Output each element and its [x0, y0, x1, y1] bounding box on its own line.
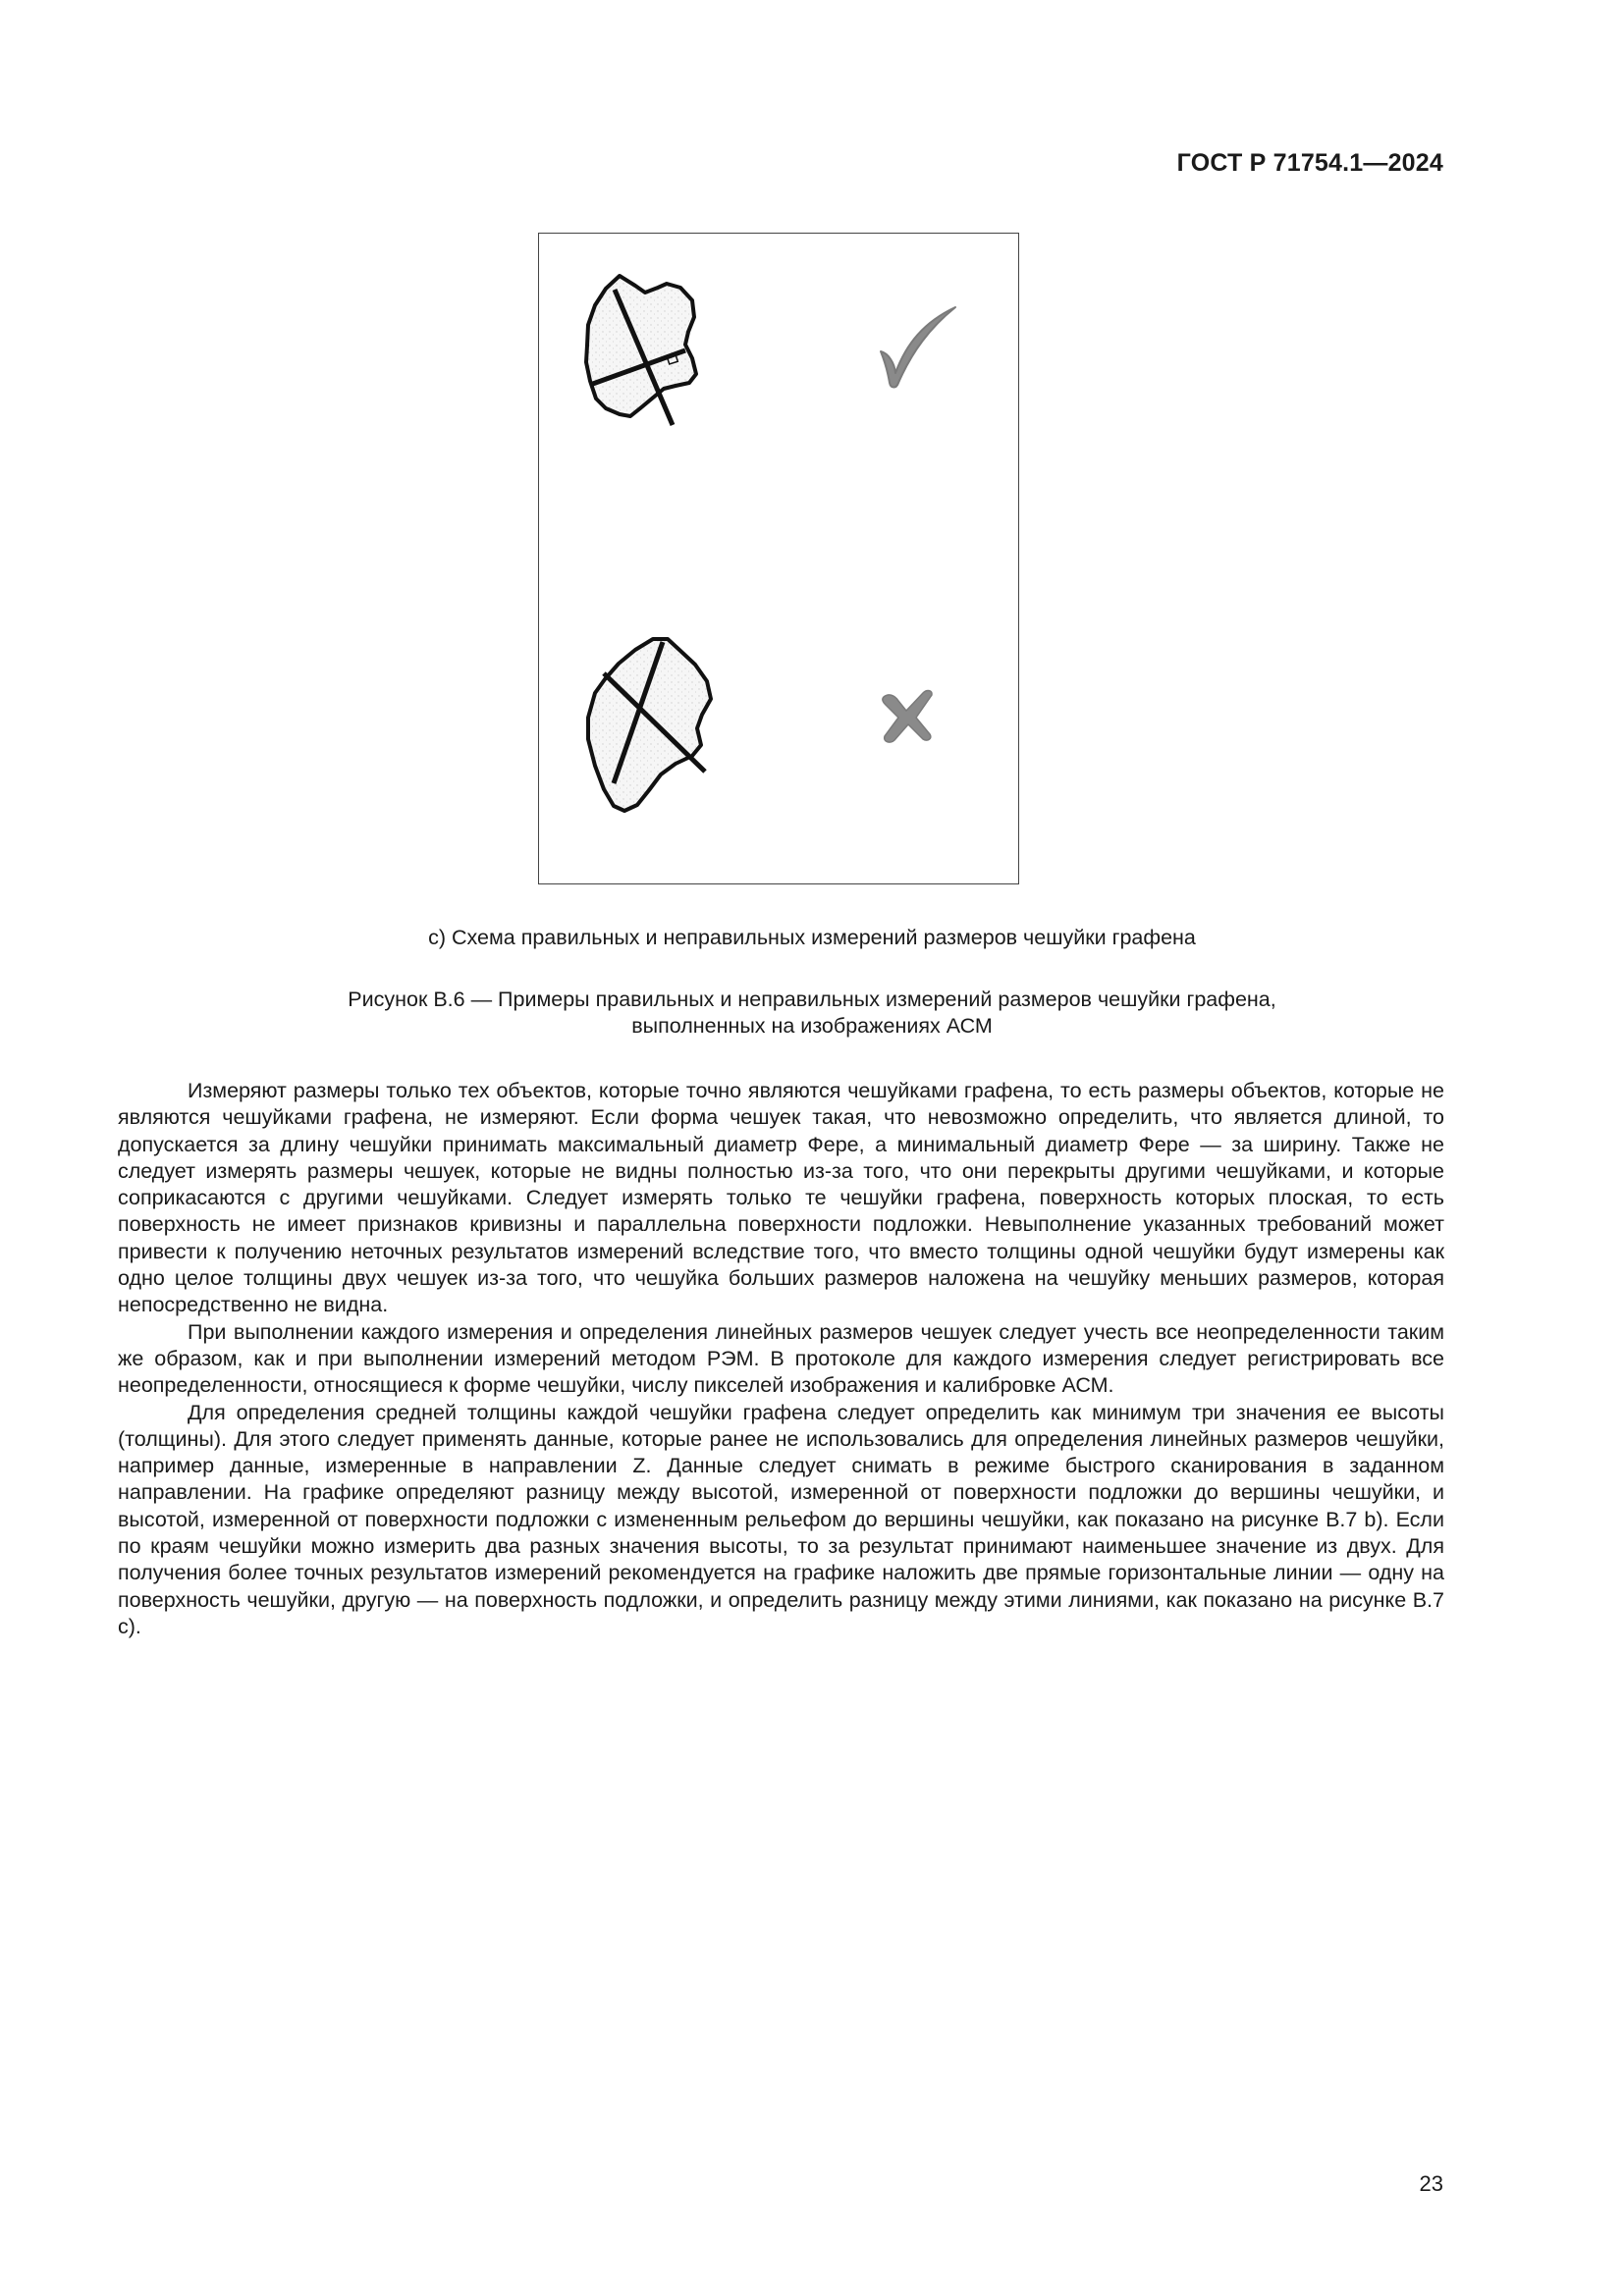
- document-code: ГОСТ Р 71754.1—2024: [1176, 149, 1443, 177]
- body-text: [118, 1078, 1444, 1640]
- figure-caption-line-1: Рисунок В.6 — Примеры правильных и неправильных измерений размеров чешуйки графена,: [348, 988, 1276, 1011]
- check-icon: [881, 307, 955, 388]
- figure-frame: [538, 233, 1019, 884]
- paragraph: При выполнении каждого измерения и определения линейных размеров чешуек следует учесть все неопределенности таким же образом, как и при выполнении измерений методом РЭМ. В протоколе для каждого измерения следует регистрировать все неопределенности, относящиеся к форме чешуйки, числу пикселей изображения и калибровке АСМ.: [118, 1319, 1444, 1398]
- figure-caption: [0, 987, 1624, 1040]
- correct-flake: [586, 276, 696, 425]
- incorrect-flake: [588, 639, 711, 811]
- cross-icon: [883, 691, 932, 743]
- figure-schematic: [539, 234, 1020, 885]
- paragraph: Для определения средней толщины каждой чешуйки графена следует определить как минимум три значения ее высоты (толщины). Для этого следует применять данные, которые ранее не использовались для определения линейных размеров чешуйки, например данные, измеренные в направлении Z. Данные следует снимать в режиме быстрого сканирования в заданном направлении. На графике определяют разницу между высотой, измеренной от поверхности подложки до вершины чешуйки, и высотой, измеренной от поверхности подложки с измененным рельефом до вершины чешуйки, как показано на рисунке В.7 b). Если по краям чешуйки можно измерить два разных значения высоты, то за результат принимают наименьшее значение из двух. Для получения более точных результатов измерений рекомендуется на графике наложить две прямые горизонтальные линии — одну на поверхность чешуйки, другую — на поверхность подложки, и определить разницу между этими линиями, как показано на рисунке В.7 с).: [118, 1400, 1444, 1638]
- paragraph: Измеряют размеры только тех объектов, которые точно являются чешуйками графена, то есть размеры объектов, которые не являются чешуйками графена, не измеряют. Если форма чешуек такая, что невозможно определить, что является длиной, то допускается за длину чешуйки принимать максимальный диаметр Фере, а минимальный диаметр Фере — за ширину. Также не следует измерять размеры чешуек, которые не видны полностью из-за того, что они перекрыты другими чешуйками, и которые соприкасаются с другими чешуйками. Следует измерять только те чешуйки графена, поверхность которых плоская, то есть поверхность не имеет признаков кривизны и параллельна поверхности подложки. Невыполнение указанных требований может привести к получению неточных результатов измерений вследствие того, что вместо толщины одной чешуйки будут измерены как одно целое толщины двух чешуек из-за того, что чешуйка больших размеров наложена на чешуйку меньших размеров, которая непосредственно не видна.: [118, 1079, 1444, 1317]
- figure-subcaption: с) Схема правильных и неправильных измерений размеров чешуйки графена: [428, 926, 1196, 949]
- figure-caption-line-2: выполненных на изображениях АСМ: [631, 1014, 993, 1038]
- page-number: 23: [1419, 2171, 1443, 2196]
- flake-outline-incorrect: [588, 639, 711, 811]
